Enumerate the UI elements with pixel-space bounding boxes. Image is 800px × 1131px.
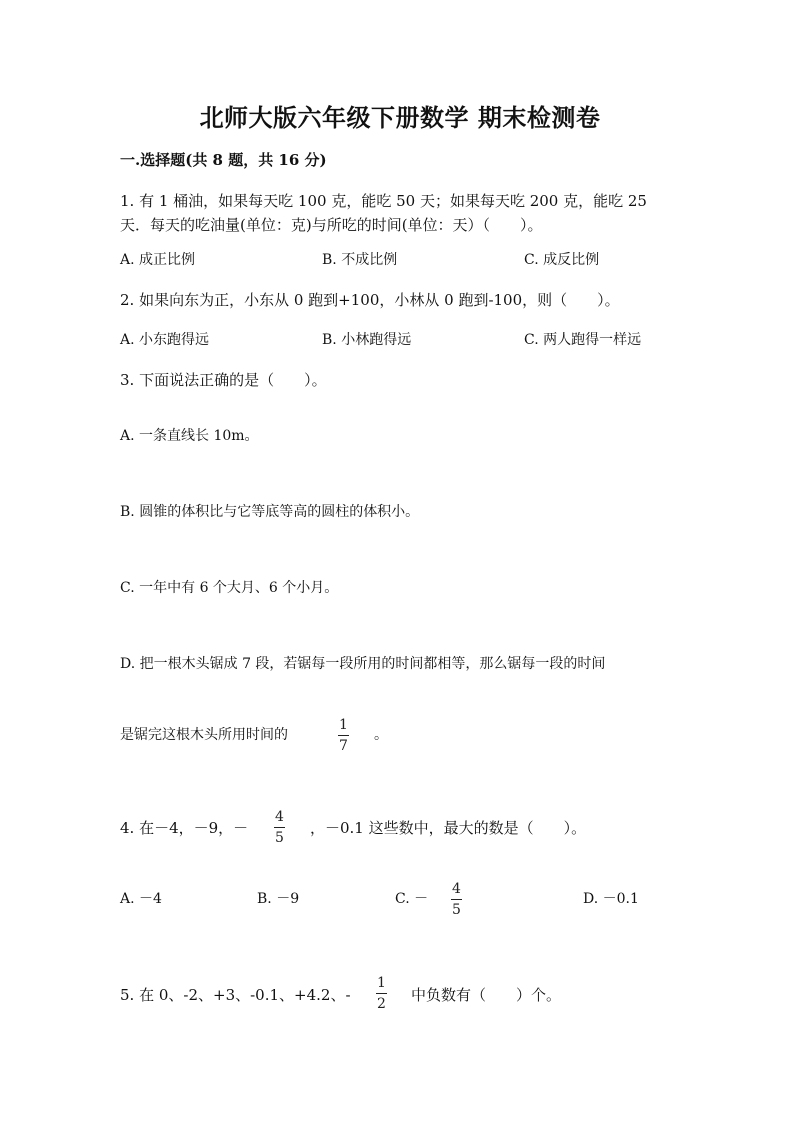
fraction-one-half — [376, 976, 387, 1011]
question-4-suffix: ，－0.1 这些数中，最大的数是（ ）。 — [310, 819, 587, 837]
fraction-numerator: 4 — [452, 881, 461, 897]
question-3-line-1: 3. 下面说法正确的是（ ）。 — [120, 371, 327, 389]
fraction-denominator: 5 — [452, 902, 461, 918]
question-1-line-1: 1. 有 1 桶油，如果每天吃 100 克，能吃 50 天；如果每天吃 200 克，能吃 25 — [120, 192, 647, 210]
fraction-numerator: 4 — [275, 809, 284, 825]
fraction-bar — [376, 993, 387, 994]
question-2-option-c: C. 两人跑得一样远 — [524, 332, 642, 348]
question-3-option-c: C. 一年中有 6 个大月、6 个小月。 — [120, 580, 339, 596]
question-3-option-d-continuation: 是锯完这根木头所用时间的 — [120, 727, 288, 743]
question-1-option-b: B. 不成比例 — [322, 252, 398, 268]
question-2-option-a: A. 小东跑得远 — [120, 332, 210, 348]
fraction-denominator: 2 — [377, 996, 386, 1012]
fraction-four-fifths-option-c — [451, 882, 462, 917]
question-5-suffix: 中负数有（ ）个。 — [411, 986, 562, 1004]
question-1-option-c: C. 成反比例 — [524, 252, 600, 268]
fraction-bar — [338, 735, 349, 736]
fraction-denominator: 5 — [275, 830, 284, 846]
question-5-prefix: 5. 在 0、-2、+3、-0.1、+4.2、- — [120, 986, 351, 1004]
fraction-four-fifths — [274, 810, 285, 845]
question-4-option-c: C. － — [395, 891, 429, 907]
fraction-numerator: 1 — [339, 717, 348, 733]
question-2-option-b: B. 小林跑得远 — [322, 332, 412, 348]
question-4-option-b: B. －9 — [257, 891, 300, 907]
question-3-option-b: B. 圆锥的体积比与它等底等高的圆柱的体积小。 — [120, 504, 420, 520]
question-1-line-2: 天．每天的吃油量(单位：克)与所吃的时间(单位：天）（ ）。 — [120, 216, 543, 234]
fraction-denominator: 7 — [339, 738, 348, 754]
question-3-option-a: A. 一条直线长 10m。 — [120, 428, 259, 444]
fraction-one-seventh — [338, 718, 349, 753]
page-title: 北师大版六年级下册数学 期末检测卷 — [199, 103, 601, 132]
question-2-line-1: 2. 如果向东为正，小东从 0 跑到+100，小林从 0 跑到-100，则（ ）。 — [120, 291, 620, 309]
fraction-bar — [451, 899, 462, 900]
fraction-bar — [274, 827, 285, 828]
question-4-option-a: A. －4 — [120, 891, 162, 907]
question-4-prefix: 4. 在－4，－9，－ — [120, 819, 249, 837]
question-1-option-a: A. 成正比例 — [120, 252, 196, 268]
question-4-option-d: D. －0.1 — [583, 891, 639, 907]
section-heading: 一.选择题(共 8 题，共 16 分) — [120, 151, 327, 169]
question-3-period: 。 — [374, 727, 388, 743]
question-3-option-d: D. 把一根木头锯成 7 段，若锯每一段所用的时间都相等，那么锯每一段的时间 — [120, 656, 606, 672]
fraction-numerator: 1 — [377, 975, 386, 991]
